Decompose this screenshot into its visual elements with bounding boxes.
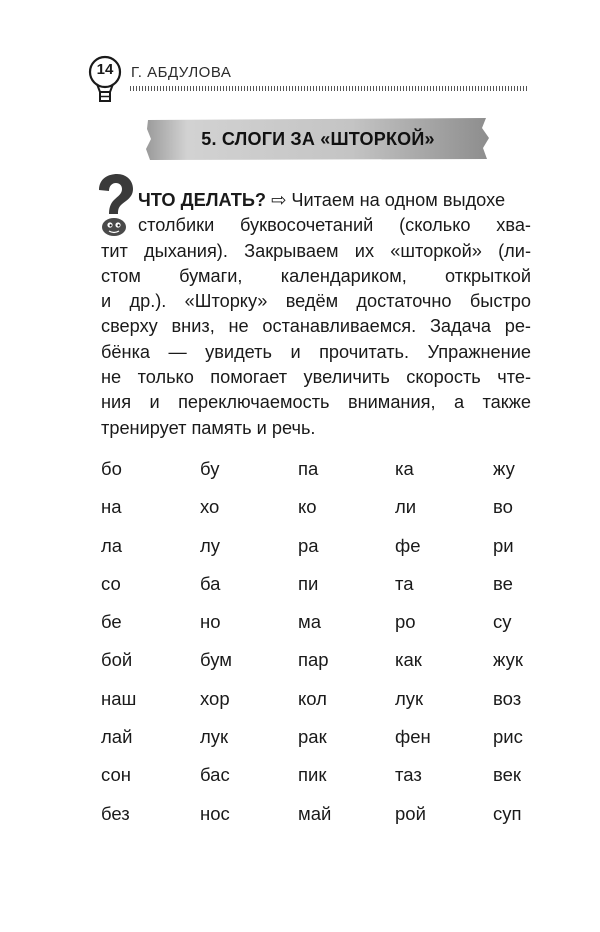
page-header xyxy=(0,0,600,110)
header-rule xyxy=(130,86,528,91)
syllable-cell: ма xyxy=(298,611,322,633)
syllable-cell: бу xyxy=(200,458,220,479)
syllable-cell: ро xyxy=(395,611,416,633)
syllable-cell: фе xyxy=(395,534,421,556)
syllable-cell: та xyxy=(395,572,414,594)
syllable-row xyxy=(101,726,541,764)
instructions-paragraph xyxy=(101,188,531,441)
instructions-first-line xyxy=(101,188,531,213)
syllable-cell: бе xyxy=(101,611,122,633)
instructions-line: не только помогает увеличить скорость чте- xyxy=(101,367,531,388)
arrow-icon: ⇨ xyxy=(271,190,287,210)
syllable-cell: рак xyxy=(298,726,327,748)
instructions-lead: ЧТО ДЕЛАТЬ? xyxy=(138,190,267,210)
syllable-row xyxy=(101,803,541,841)
syllable-cell: ве xyxy=(493,572,513,594)
syllable-cell: ли xyxy=(395,496,417,518)
syllable-cell: пик xyxy=(298,764,327,786)
syllable-cell: таз xyxy=(395,764,422,786)
syllable-cell: пар xyxy=(298,649,329,671)
instructions-line: стом бумаги, календариком, открыткой xyxy=(101,265,531,286)
syllable-cell: наш xyxy=(101,687,137,709)
syllable-cell: без xyxy=(101,802,130,824)
syllable-cell: со xyxy=(101,572,121,594)
syllable-row xyxy=(101,535,541,573)
syllable-row xyxy=(101,611,541,649)
syllable-cell: но xyxy=(200,611,221,633)
syllable-cell: бум xyxy=(200,649,232,671)
syllable-cell: пи xyxy=(298,572,319,594)
instructions-line: ния и переключаемость внимания, а также xyxy=(101,392,531,413)
syllable-cell: лу xyxy=(200,534,221,556)
author-name: Г. АБДУЛОВА xyxy=(131,64,232,81)
syllable-cell: лук xyxy=(395,687,424,709)
syllable-cell: сон xyxy=(101,764,131,786)
syllable-cell: ла xyxy=(101,534,123,556)
syllable-cell: хо xyxy=(200,496,220,518)
instructions-line: бёнка — увидеть и прочитать. Упражнение xyxy=(101,341,531,362)
syllable-cell: рой xyxy=(395,802,426,824)
section-title: 5. СЛОГИ ЗА «ШТОРКОЙ» xyxy=(201,129,435,149)
syllable-cell: кол xyxy=(298,687,327,709)
syllable-cell: рис xyxy=(493,726,523,748)
syllable-cell: жу xyxy=(493,458,515,479)
syllable-cell: ко xyxy=(298,496,317,518)
syllable-row xyxy=(101,496,541,534)
syllable-cell: лай xyxy=(101,726,133,748)
syllable-cell: нос xyxy=(200,802,230,824)
syllable-cell: жук xyxy=(493,649,523,671)
syllable-cell: хор xyxy=(200,687,230,709)
syllable-cell: на xyxy=(101,496,122,518)
syllable-cell: лук xyxy=(200,726,229,748)
syllable-cell: во xyxy=(493,496,513,518)
syllable-cell: ра xyxy=(298,534,319,556)
syllable-cell: фен xyxy=(395,726,431,748)
instructions-line: сверху вниз, не останавливаемся. Задача ре- xyxy=(101,316,531,337)
syllable-row xyxy=(101,458,541,496)
syllable-cell: па xyxy=(298,458,319,479)
syllable-cell: ри xyxy=(493,534,514,556)
syllable-table xyxy=(101,458,541,841)
syllable-row xyxy=(101,688,541,726)
page-number: 14 xyxy=(96,61,114,78)
syllable-row xyxy=(101,573,541,611)
instructions-line: столбики буквосочетаний (сколько хва- xyxy=(138,215,531,236)
syllable-cell: бо xyxy=(101,458,122,479)
syllable-cell: ба xyxy=(200,572,221,594)
syllable-cell: как xyxy=(395,649,422,671)
instructions-line: тит дыхания). Закрываем их «шторкой» (ли- xyxy=(101,240,531,261)
instructions-line: тренирует память и речь. xyxy=(101,417,316,438)
syllable-cell: воз xyxy=(493,687,522,709)
instructions-line: Читаем на одном выдохе xyxy=(291,190,506,210)
syllable-row xyxy=(101,764,541,802)
syllable-cell: су xyxy=(493,611,512,633)
syllable-cell: май xyxy=(298,802,332,824)
syllable-cell: бой xyxy=(101,649,133,671)
instructions-line: и др.). «Шторку» ведём достаточно быстро xyxy=(101,291,531,312)
syllable-cell: век xyxy=(493,764,522,786)
syllable-cell: суп xyxy=(493,802,522,824)
syllable-row xyxy=(101,649,541,687)
syllable-cell: ка xyxy=(395,458,414,479)
syllable-cell: бас xyxy=(200,764,230,786)
